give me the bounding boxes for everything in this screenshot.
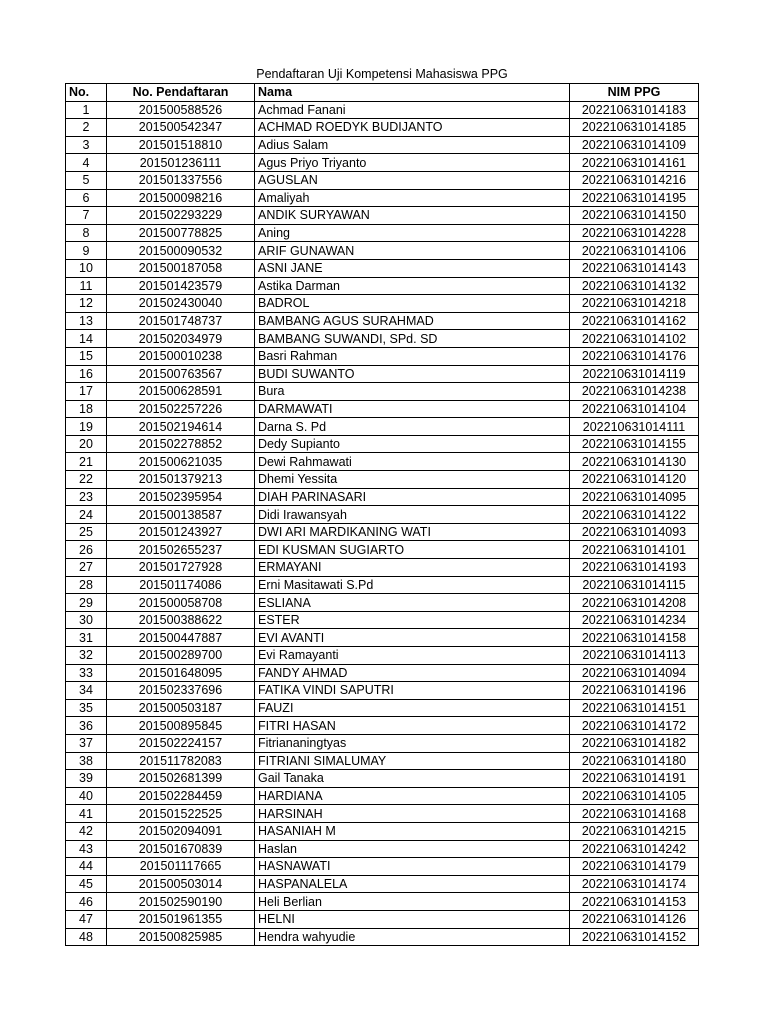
cell-registration-number: 201500778825 xyxy=(107,224,255,242)
cell-registration-number: 201501748737 xyxy=(107,312,255,330)
table-row xyxy=(66,418,699,436)
cell-name: Gail Tanaka xyxy=(255,770,570,788)
cell-registration-number: 201500588526 xyxy=(107,101,255,119)
cell-registration-number: 201502284459 xyxy=(107,787,255,805)
cell-registration-number: 201501423579 xyxy=(107,277,255,295)
table-row xyxy=(66,101,699,119)
cell-name: Basri Rahman xyxy=(255,347,570,365)
cell-no: 10 xyxy=(66,259,107,277)
cell-name: FAUZI xyxy=(255,699,570,717)
cell-registration-number: 201500628591 xyxy=(107,383,255,401)
cell-registration-number: 201500098216 xyxy=(107,189,255,207)
table-row xyxy=(66,928,699,946)
cell-no: 48 xyxy=(66,928,107,946)
table-row xyxy=(66,699,699,717)
cell-nim-ppg: 202210631014238 xyxy=(570,383,699,401)
cell-name: Didi Irawansyah xyxy=(255,506,570,524)
cell-registration-number: 201500621035 xyxy=(107,453,255,471)
cell-registration-number: 201500289700 xyxy=(107,647,255,665)
cell-registration-number: 201502430040 xyxy=(107,295,255,313)
cell-name: FITRIANI SIMALUMAY xyxy=(255,752,570,770)
table-row xyxy=(66,189,699,207)
cell-registration-number: 201500187058 xyxy=(107,259,255,277)
cell-no: 23 xyxy=(66,488,107,506)
cell-nim-ppg: 202210631014168 xyxy=(570,805,699,823)
cell-name: HASPANALELA xyxy=(255,875,570,893)
cell-registration-number: 201502224157 xyxy=(107,734,255,752)
cell-no: 28 xyxy=(66,576,107,594)
cell-no: 2 xyxy=(66,119,107,137)
table-row xyxy=(66,312,699,330)
cell-no: 7 xyxy=(66,207,107,225)
cell-registration-number: 201501961355 xyxy=(107,910,255,928)
cell-name: HELNI xyxy=(255,910,570,928)
cell-nim-ppg: 202210631014152 xyxy=(570,928,699,946)
cell-nim-ppg: 202210631014130 xyxy=(570,453,699,471)
cell-nim-ppg: 202210631014176 xyxy=(570,347,699,365)
cell-registration-number: 201511782083 xyxy=(107,752,255,770)
cell-registration-number: 201500503187 xyxy=(107,699,255,717)
table-row xyxy=(66,717,699,735)
cell-name: Heli Berlian xyxy=(255,893,570,911)
cell-no: 8 xyxy=(66,224,107,242)
cell-registration-number: 201502681399 xyxy=(107,770,255,788)
cell-no: 42 xyxy=(66,822,107,840)
cell-registration-number: 201501727928 xyxy=(107,559,255,577)
table-row xyxy=(66,259,699,277)
table-row xyxy=(66,682,699,700)
cell-registration-number: 201501243927 xyxy=(107,523,255,541)
table-row xyxy=(66,664,699,682)
table-row xyxy=(66,647,699,665)
cell-nim-ppg: 202210631014182 xyxy=(570,734,699,752)
cell-nim-ppg: 202210631014195 xyxy=(570,189,699,207)
cell-nim-ppg: 202210631014180 xyxy=(570,752,699,770)
cell-registration-number: 201501236111 xyxy=(107,154,255,172)
table-row xyxy=(66,611,699,629)
cell-no: 16 xyxy=(66,365,107,383)
cell-nim-ppg: 202210631014120 xyxy=(570,471,699,489)
header-nim-ppg: NIM PPG xyxy=(570,84,699,102)
table-row xyxy=(66,559,699,577)
cell-nim-ppg: 202210631014111 xyxy=(570,418,699,436)
cell-nim-ppg: 202210631014228 xyxy=(570,224,699,242)
cell-nim-ppg: 202210631014102 xyxy=(570,330,699,348)
cell-registration-number: 201500138587 xyxy=(107,506,255,524)
cell-no: 46 xyxy=(66,893,107,911)
table-row xyxy=(66,136,699,154)
cell-nim-ppg: 202210631014193 xyxy=(570,559,699,577)
cell-name: BADROL xyxy=(255,295,570,313)
table-row xyxy=(66,383,699,401)
cell-registration-number: 201502194614 xyxy=(107,418,255,436)
cell-no: 34 xyxy=(66,682,107,700)
cell-name: HASNAWATI xyxy=(255,858,570,876)
table-row xyxy=(66,435,699,453)
cell-no: 27 xyxy=(66,559,107,577)
cell-nim-ppg: 202210631014109 xyxy=(570,136,699,154)
table-row xyxy=(66,752,699,770)
cell-no: 30 xyxy=(66,611,107,629)
cell-registration-number: 201501117665 xyxy=(107,858,255,876)
cell-no: 19 xyxy=(66,418,107,436)
table-row xyxy=(66,171,699,189)
cell-nim-ppg: 202210631014113 xyxy=(570,647,699,665)
table-row xyxy=(66,858,699,876)
table-row xyxy=(66,207,699,225)
cell-no: 12 xyxy=(66,295,107,313)
cell-registration-number: 201500895845 xyxy=(107,717,255,735)
cell-no: 14 xyxy=(66,330,107,348)
table-header-row xyxy=(66,84,699,102)
cell-registration-number: 201502034979 xyxy=(107,330,255,348)
cell-name: FITRI HASAN xyxy=(255,717,570,735)
cell-registration-number: 201502257226 xyxy=(107,400,255,418)
cell-registration-number: 201502655237 xyxy=(107,541,255,559)
table-row xyxy=(66,770,699,788)
cell-name: FANDY AHMAD xyxy=(255,664,570,682)
cell-registration-number: 201501518810 xyxy=(107,136,255,154)
cell-name: Achmad Fanani xyxy=(255,101,570,119)
cell-no: 1 xyxy=(66,101,107,119)
cell-no: 15 xyxy=(66,347,107,365)
cell-no: 4 xyxy=(66,154,107,172)
cell-no: 24 xyxy=(66,506,107,524)
cell-no: 3 xyxy=(66,136,107,154)
table-row xyxy=(66,330,699,348)
cell-registration-number: 201501337556 xyxy=(107,171,255,189)
cell-name: HASANIAH M xyxy=(255,822,570,840)
cell-no: 38 xyxy=(66,752,107,770)
cell-no: 44 xyxy=(66,858,107,876)
cell-no: 40 xyxy=(66,787,107,805)
cell-name: BAMBANG AGUS SURAHMAD xyxy=(255,312,570,330)
header-name: Nama xyxy=(255,84,570,102)
cell-name: HARDIANA xyxy=(255,787,570,805)
cell-nim-ppg: 202210631014174 xyxy=(570,875,699,893)
cell-nim-ppg: 202210631014185 xyxy=(570,119,699,137)
cell-no: 43 xyxy=(66,840,107,858)
cell-nim-ppg: 202210631014104 xyxy=(570,400,699,418)
cell-no: 5 xyxy=(66,171,107,189)
cell-nim-ppg: 202210631014106 xyxy=(570,242,699,260)
cell-nim-ppg: 202210631014172 xyxy=(570,717,699,735)
cell-nim-ppg: 202210631014183 xyxy=(570,101,699,119)
cell-registration-number: 201501379213 xyxy=(107,471,255,489)
cell-name: Fitriananingtyas xyxy=(255,734,570,752)
table-row xyxy=(66,242,699,260)
cell-name: HARSINAH xyxy=(255,805,570,823)
cell-name: ANDIK SURYAWAN xyxy=(255,207,570,225)
header-no: No. xyxy=(66,84,107,102)
cell-name: Darna S. Pd xyxy=(255,418,570,436)
table-row xyxy=(66,523,699,541)
table-row xyxy=(66,541,699,559)
cell-nim-ppg: 202210631014208 xyxy=(570,594,699,612)
cell-nim-ppg: 202210631014234 xyxy=(570,611,699,629)
cell-registration-number: 201500388622 xyxy=(107,611,255,629)
cell-name: Evi Ramayanti xyxy=(255,647,570,665)
table-row xyxy=(66,734,699,752)
table-row xyxy=(66,488,699,506)
table-row xyxy=(66,893,699,911)
cell-registration-number: 201500090532 xyxy=(107,242,255,260)
cell-registration-number: 201500447887 xyxy=(107,629,255,647)
cell-name: ACHMAD ROEDYK BUDIJANTO xyxy=(255,119,570,137)
cell-no: 47 xyxy=(66,910,107,928)
cell-name: Aning xyxy=(255,224,570,242)
cell-name: Haslan xyxy=(255,840,570,858)
table-row xyxy=(66,277,699,295)
cell-name: Hendra wahyudie xyxy=(255,928,570,946)
cell-name: Adius Salam xyxy=(255,136,570,154)
cell-no: 31 xyxy=(66,629,107,647)
cell-name: ESLIANA xyxy=(255,594,570,612)
table-body xyxy=(66,101,699,946)
cell-name: Erni Masitawati S.Pd xyxy=(255,576,570,594)
cell-no: 26 xyxy=(66,541,107,559)
cell-nim-ppg: 202210631014105 xyxy=(570,787,699,805)
cell-name: Dedy Supianto xyxy=(255,435,570,453)
cell-no: 6 xyxy=(66,189,107,207)
cell-no: 20 xyxy=(66,435,107,453)
cell-name: Astika Darman xyxy=(255,277,570,295)
cell-nim-ppg: 202210631014162 xyxy=(570,312,699,330)
cell-nim-ppg: 202210631014242 xyxy=(570,840,699,858)
document-title: Pendaftaran Uji Kompetensi Mahasiswa PPG xyxy=(256,67,508,81)
table-row xyxy=(66,295,699,313)
cell-nim-ppg: 202210631014126 xyxy=(570,910,699,928)
cell-nim-ppg: 202210631014093 xyxy=(570,523,699,541)
cell-no: 22 xyxy=(66,471,107,489)
table-row xyxy=(66,154,699,172)
cell-no: 36 xyxy=(66,717,107,735)
cell-registration-number: 201500010238 xyxy=(107,347,255,365)
cell-registration-number: 201502590190 xyxy=(107,893,255,911)
cell-registration-number: 201502293229 xyxy=(107,207,255,225)
cell-nim-ppg: 202210631014151 xyxy=(570,699,699,717)
cell-nim-ppg: 202210631014179 xyxy=(570,858,699,876)
cell-name: ARIF GUNAWAN xyxy=(255,242,570,260)
cell-name: Bura xyxy=(255,383,570,401)
cell-name: ASNI JANE xyxy=(255,259,570,277)
cell-name: ERMAYANI xyxy=(255,559,570,577)
cell-name: Amaliyah xyxy=(255,189,570,207)
cell-registration-number: 201500542347 xyxy=(107,119,255,137)
table-row xyxy=(66,629,699,647)
cell-nim-ppg: 202210631014094 xyxy=(570,664,699,682)
table-row xyxy=(66,471,699,489)
cell-no: 18 xyxy=(66,400,107,418)
cell-registration-number: 201501648095 xyxy=(107,664,255,682)
cell-no: 45 xyxy=(66,875,107,893)
cell-name: Dhemi Yessita xyxy=(255,471,570,489)
cell-nim-ppg: 202210631014143 xyxy=(570,259,699,277)
cell-registration-number: 201502094091 xyxy=(107,822,255,840)
cell-name: ESTER xyxy=(255,611,570,629)
cell-nim-ppg: 202210631014191 xyxy=(570,770,699,788)
cell-name: BAMBANG SUWANDI, SPd. SD xyxy=(255,330,570,348)
cell-name: Dewi Rahmawati xyxy=(255,453,570,471)
table-row xyxy=(66,822,699,840)
cell-registration-number: 201502337696 xyxy=(107,682,255,700)
cell-nim-ppg: 202210631014155 xyxy=(570,435,699,453)
table-row xyxy=(66,365,699,383)
cell-no: 32 xyxy=(66,647,107,665)
cell-nim-ppg: 202210631014101 xyxy=(570,541,699,559)
cell-name: BUDI SUWANTO xyxy=(255,365,570,383)
table-row xyxy=(66,805,699,823)
cell-no: 11 xyxy=(66,277,107,295)
table-row xyxy=(66,875,699,893)
cell-nim-ppg: 202210631014122 xyxy=(570,506,699,524)
cell-no: 37 xyxy=(66,734,107,752)
header-registration-number: No. Pendaftaran xyxy=(107,84,255,102)
cell-nim-ppg: 202210631014161 xyxy=(570,154,699,172)
table-row xyxy=(66,506,699,524)
cell-no: 17 xyxy=(66,383,107,401)
cell-registration-number: 201500825985 xyxy=(107,928,255,946)
cell-name: DIAH PARINASARI xyxy=(255,488,570,506)
cell-nim-ppg: 202210631014153 xyxy=(570,893,699,911)
cell-registration-number: 201501174086 xyxy=(107,576,255,594)
table-row xyxy=(66,224,699,242)
table-row xyxy=(66,840,699,858)
cell-nim-ppg: 202210631014095 xyxy=(570,488,699,506)
cell-no: 13 xyxy=(66,312,107,330)
cell-name: EDI KUSMAN SUGIARTO xyxy=(255,541,570,559)
cell-name: EVI AVANTI xyxy=(255,629,570,647)
table-row xyxy=(66,119,699,137)
table-row xyxy=(66,453,699,471)
cell-nim-ppg: 202210631014218 xyxy=(570,295,699,313)
cell-no: 21 xyxy=(66,453,107,471)
table-row xyxy=(66,787,699,805)
table-row xyxy=(66,347,699,365)
cell-nim-ppg: 202210631014158 xyxy=(570,629,699,647)
registration-table xyxy=(65,83,699,946)
cell-registration-number: 201501522525 xyxy=(107,805,255,823)
cell-nim-ppg: 202210631014150 xyxy=(570,207,699,225)
cell-registration-number: 201502278852 xyxy=(107,435,255,453)
cell-nim-ppg: 202210631014215 xyxy=(570,822,699,840)
cell-nim-ppg: 202210631014119 xyxy=(570,365,699,383)
cell-name: AGUSLAN xyxy=(255,171,570,189)
table-row xyxy=(66,910,699,928)
cell-no: 41 xyxy=(66,805,107,823)
cell-registration-number: 201500503014 xyxy=(107,875,255,893)
cell-registration-number: 201502395954 xyxy=(107,488,255,506)
cell-name: DWI ARI MARDIKANING WATI xyxy=(255,523,570,541)
cell-no: 35 xyxy=(66,699,107,717)
cell-no: 25 xyxy=(66,523,107,541)
table-row xyxy=(66,576,699,594)
cell-name: Agus Priyo Triyanto xyxy=(255,154,570,172)
cell-nim-ppg: 202210631014196 xyxy=(570,682,699,700)
cell-no: 39 xyxy=(66,770,107,788)
cell-nim-ppg: 202210631014132 xyxy=(570,277,699,295)
cell-nim-ppg: 202210631014115 xyxy=(570,576,699,594)
cell-name: FATIKA VINDI SAPUTRI xyxy=(255,682,570,700)
cell-registration-number: 201500763567 xyxy=(107,365,255,383)
cell-registration-number: 201501670839 xyxy=(107,840,255,858)
table-row xyxy=(66,400,699,418)
cell-no: 9 xyxy=(66,242,107,260)
cell-no: 33 xyxy=(66,664,107,682)
table-row xyxy=(66,594,699,612)
cell-no: 29 xyxy=(66,594,107,612)
cell-nim-ppg: 202210631014216 xyxy=(570,171,699,189)
cell-name: DARMAWATI xyxy=(255,400,570,418)
cell-registration-number: 201500058708 xyxy=(107,594,255,612)
